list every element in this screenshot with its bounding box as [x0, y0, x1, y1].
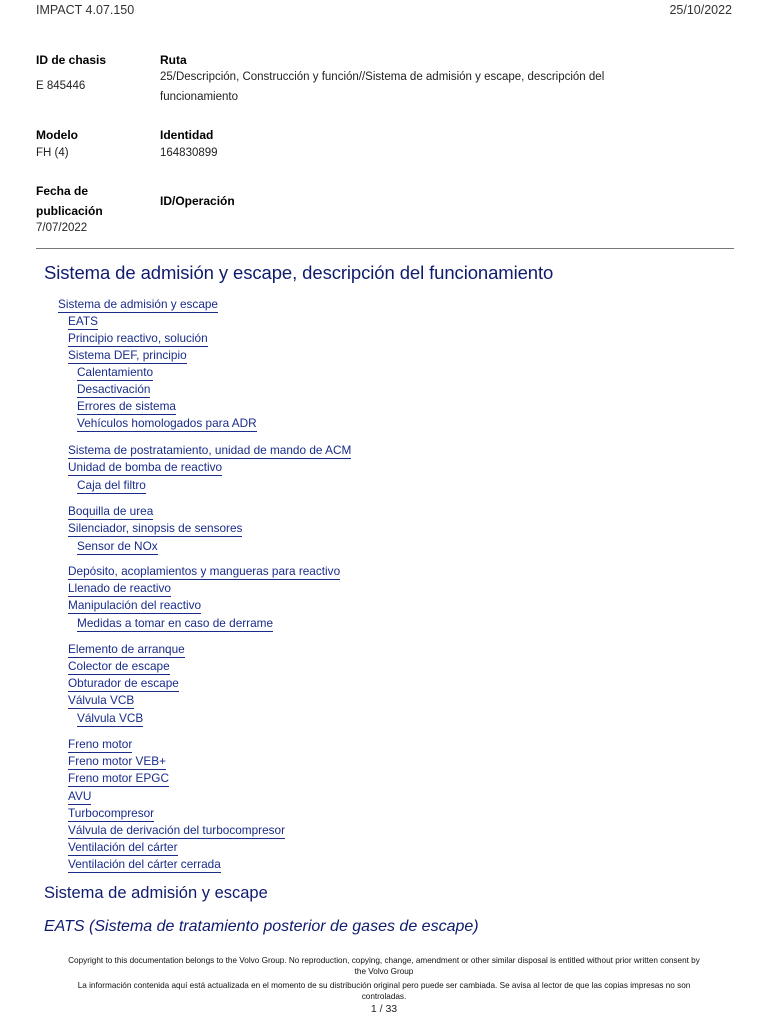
toc-link[interactable]: Sistema DEF, principio: [68, 348, 187, 362]
toc-link[interactable]: Turbocompresor: [68, 806, 155, 820]
chassis-value: E 845446: [36, 80, 86, 92]
model-value: FH (4): [36, 147, 69, 159]
app-name: IMPACT 4.07.150: [36, 3, 135, 17]
notice-line1: La información contenida aquí está actualizada en el momento de su distribución original pero puede ser cambiada. Se avisa al lector de que las copias impresas no son: [77, 981, 691, 990]
toc-link[interactable]: Llenado de reactivo: [68, 581, 171, 595]
toc-link[interactable]: Elemento de arranque: [68, 642, 185, 656]
subsection-heading: EATS (Sistema de tratamiento posterior de gases de escape): [44, 918, 479, 935]
toc-link[interactable]: Freno motor VEB+: [68, 754, 167, 768]
toc-link[interactable]: Unidad de bomba de reactivo: [68, 460, 223, 474]
toc-link[interactable]: Medidas a tomar en caso de derrame: [77, 616, 274, 630]
identity-label: Identidad: [160, 128, 214, 142]
toc-link[interactable]: Sistema de admisión y escape: [58, 297, 218, 311]
toc-link[interactable]: AVU: [68, 789, 92, 803]
toc-link[interactable]: Sensor de NOx: [77, 539, 158, 553]
document-title: Sistema de admisión y escape, descripción del funcionamiento: [44, 262, 554, 283]
toc-link[interactable]: Freno motor EPGC: [68, 771, 169, 785]
toc-link[interactable]: Errores de sistema: [77, 399, 176, 413]
toc-link[interactable]: Colector de escape: [68, 659, 170, 673]
toc-link[interactable]: Válvula de derivación del turbocompresor: [68, 823, 286, 837]
print-date: 25/10/2022: [669, 3, 732, 17]
toc-link[interactable]: Manipulación del reactivo: [68, 598, 202, 612]
pubdate-label-line1: Fecha de: [36, 184, 89, 198]
identity-value: 164830899: [160, 147, 218, 159]
toc-link[interactable]: Calentamiento: [77, 365, 154, 379]
page-number: 1 / 33: [370, 1003, 398, 1015]
distribution-notice: [30, 980, 738, 1002]
toc-link[interactable]: Caja del filtro: [77, 478, 146, 492]
section-heading: Sistema de admisión y escape: [44, 884, 268, 902]
top-bar: [36, 3, 732, 19]
toc-link[interactable]: Freno motor: [68, 737, 133, 751]
toc-link[interactable]: Sistema de postratamiento, unidad de mando de ACM: [68, 443, 352, 457]
header-divider: [36, 248, 734, 249]
toc-link[interactable]: Vehículos homologados para ADR: [77, 416, 257, 430]
toc-link[interactable]: EATS: [68, 314, 98, 328]
toc-link[interactable]: Obturador de escape: [68, 676, 179, 690]
toc-link[interactable]: Depósito, acoplamientos y mangueras para reactivo: [68, 564, 341, 578]
route-label: Ruta: [160, 53, 187, 67]
chassis-label: ID de chasis: [36, 53, 107, 67]
toc-link[interactable]: Ventilación del cárter cerrada: [68, 857, 221, 871]
toc-link[interactable]: Silenciador, sinopsis de sensores: [68, 521, 243, 535]
pubdate-value: 7/07/2022: [36, 222, 88, 234]
notice-line2: controladas.: [361, 992, 407, 1001]
route-value-line2: funcionamiento: [160, 91, 238, 103]
copyright-notice: [30, 955, 738, 977]
toc-link[interactable]: Ventilación del cárter: [68, 840, 178, 854]
toc-link[interactable]: Válvula VCB: [77, 711, 144, 725]
operation-label: ID/Operación: [160, 194, 235, 208]
toc-link[interactable]: Desactivación: [77, 382, 151, 396]
model-label: Modelo: [36, 128, 78, 142]
pubdate-label-line2: publicación: [36, 204, 103, 218]
toc-link[interactable]: Principio reactivo, solución: [68, 331, 208, 345]
copyright-line1: Copyright to this documentation belongs to the Volvo Group. No reproduction, copying, change, amendment or other similar disposal is entitled without prior written consent by: [68, 956, 700, 965]
route-value-line1: 25/Descripción, Construcción y función//Sistema de admisión y escape, descripción del: [160, 71, 605, 83]
copyright-line2: the Volvo Group: [354, 967, 414, 976]
toc-link[interactable]: Boquilla de urea: [68, 504, 154, 518]
toc-link[interactable]: Válvula VCB: [68, 693, 135, 707]
